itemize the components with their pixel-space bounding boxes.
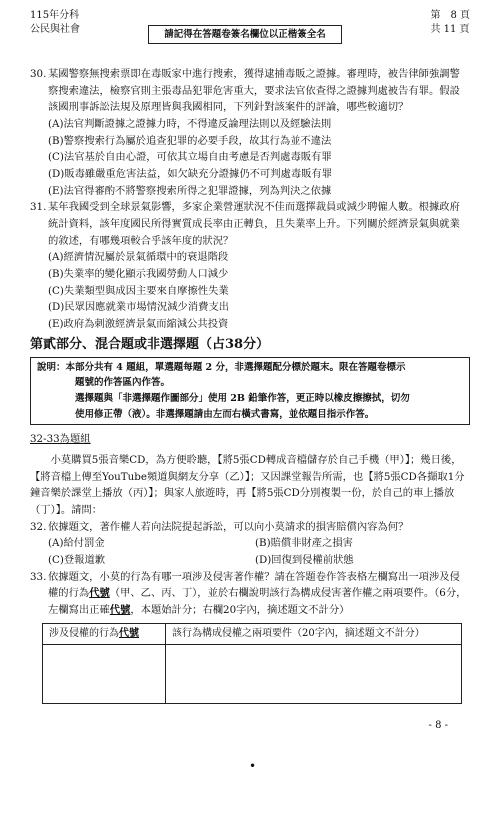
stem-part-a: 依據題文，小莫的行為有哪一項涉及侵害著作權？請在答題卷作答表格左欄寫出一項涉及侵權的行為 [48,570,460,600]
note-line-4: 使用修正帶（液）。非選擇題請由左而右橫式書寫，並依題目指示作答。 [75,408,375,420]
header-code: 代號 [119,627,139,639]
question-group-title: 32-33為題組 [30,433,91,446]
table-header-right: 該行為構成侵權之兩項要件（20字內，摘述題文不計分） [166,623,462,644]
stem-part-b: （甲、乙、丙、丁），並於右欄說明該行為構成侵害著作權之兩項要件。（6分，左欄寫出正確 [48,587,467,616]
option-c: (C)法官基於自由心證，可依其立場自由考慮是否判處毒販有罪 [48,151,332,164]
option-a: (A)經濟情況屬於景氣循環中的衰退階段 [48,251,229,264]
header-right [430,9,470,36]
note-line-1: 說明：本部分共有 4 題組，單選題每題 2 分，非選擇題配分標於題末。限在答題卷標示 [37,361,406,373]
question-stem [48,569,470,619]
signature-notice: 請記得在答題卷簽名欄位以正楷簽全名 [148,25,342,44]
footer-dot: • [249,759,257,773]
note-line-2: 題號的作答區內作答。 [75,377,171,389]
option-d: (D)民眾因應就業市場情況減少消費支出 [48,301,230,314]
question-33 [30,569,470,619]
page-content [30,66,470,704]
option-b: (B)警察搜索行為屬於追查犯罪的必要手段，故其行為並不違法 [48,134,332,147]
instructions-box [30,357,470,426]
subject-name: 公民與社會 [30,23,80,35]
question-number: 30. [30,68,47,80]
question-number: 31. [30,201,47,214]
option-e: (E)法官得審酌不將警察搜索所得之犯罪證據，列為判決之依據 [48,184,332,197]
table-header-left [43,623,166,644]
option-d: (D)販毒雖嚴重危害法益，如欠缺充分證據仍不可判處毒販有罪 [48,168,333,181]
exam-year: 115年分科 [30,10,80,21]
answer-cell-elements[interactable] [166,644,462,703]
question-group-passage: 小莫購買5張音樂CD，為方便聆聽，【將5張CD轉成音檔儲存於自己手機（甲）】；幾日後，【將音檔上傳至YouTube頻道與網友分享（乙）】；又因課堂報告所需，也【將5張CD各擷取1分鐘音樂於課堂上播放（丙）】；與家人旅遊時，再【將5張CD分別複製一份，於自己的車上播放（丁）】。請問： [30,453,465,516]
note-line-3: 選擇題與「非選擇題作圖部分」使用 2B 鉛筆作答，更正時以橡皮擦擦拭，切勿 [75,392,410,404]
page-label: 第 8 頁 [430,10,470,21]
stem-code-emphasis: 代號 [89,587,110,600]
option-b: (B)失業率的變化顯示我國勞動人口減少 [48,268,229,281]
page-number: - 8 - [428,720,448,731]
header-left [30,9,80,36]
question-stem: 依據題文，著作權人若向法院提起訴訟，可以向小莫請求的損害賠償內容為何？ [48,520,409,533]
section-title: 第貳部分、混合題或非選擇題（占38分） [30,336,270,352]
option-c: (C)登報道歉 [48,553,106,566]
stem-code-emphasis: 代號 [109,604,131,616]
question-32 [30,519,470,569]
question-number: 32. [30,520,47,533]
question-stem: 某國警察無搜索票即在毒販家中進行搜索，獲得逮捕毒販之證據。審理時，被告律師強調警察搜索違法，檢察官則主張毒品犯罪危害重大，要求法官依查得之證據判處被告有罪。假設該國刑事訴訟法規及原理皆與我國相同，下列針對該案件的評論，哪些較適切？ [48,68,460,114]
option-b: (B)賠償非財產之損害 [255,537,353,550]
option-d: (D)回復到侵權前狀態 [255,553,354,566]
answer-cell-code[interactable] [43,644,166,703]
answer-table [42,623,462,704]
question-stem: 某年我國受到全球景氣影響，多家企業營運狀況不佳而選擇裁員或減少聘僱人數。根據政府統計資料，該年度國民所得實質成長率由正轉負，且失業率上升。下列關於經濟景氣與就業的敘述，有哪幾項較合乎該年度的狀況？ [48,201,460,247]
question-31 [30,199,470,332]
option-a: (A)給付罰金 [48,537,105,550]
option-e: (E)政府為刺激經濟景氣而縮減公共投資 [48,318,229,331]
header-text: 涉及侵權的行為 [49,627,119,639]
total-pages: 共 11 頁 [430,23,470,35]
question-30 [30,66,470,199]
question-number: 33. [30,570,47,583]
stem-part-c: ，本題始計分；右欄20字內，摘述題文不計分） [130,604,350,616]
option-c: (C)失業類型與成因主要來自摩擦性失業 [48,284,229,297]
option-a: (A)法官判斷證據之證據力時，不得違反論理法則以及經驗法則 [48,118,332,131]
